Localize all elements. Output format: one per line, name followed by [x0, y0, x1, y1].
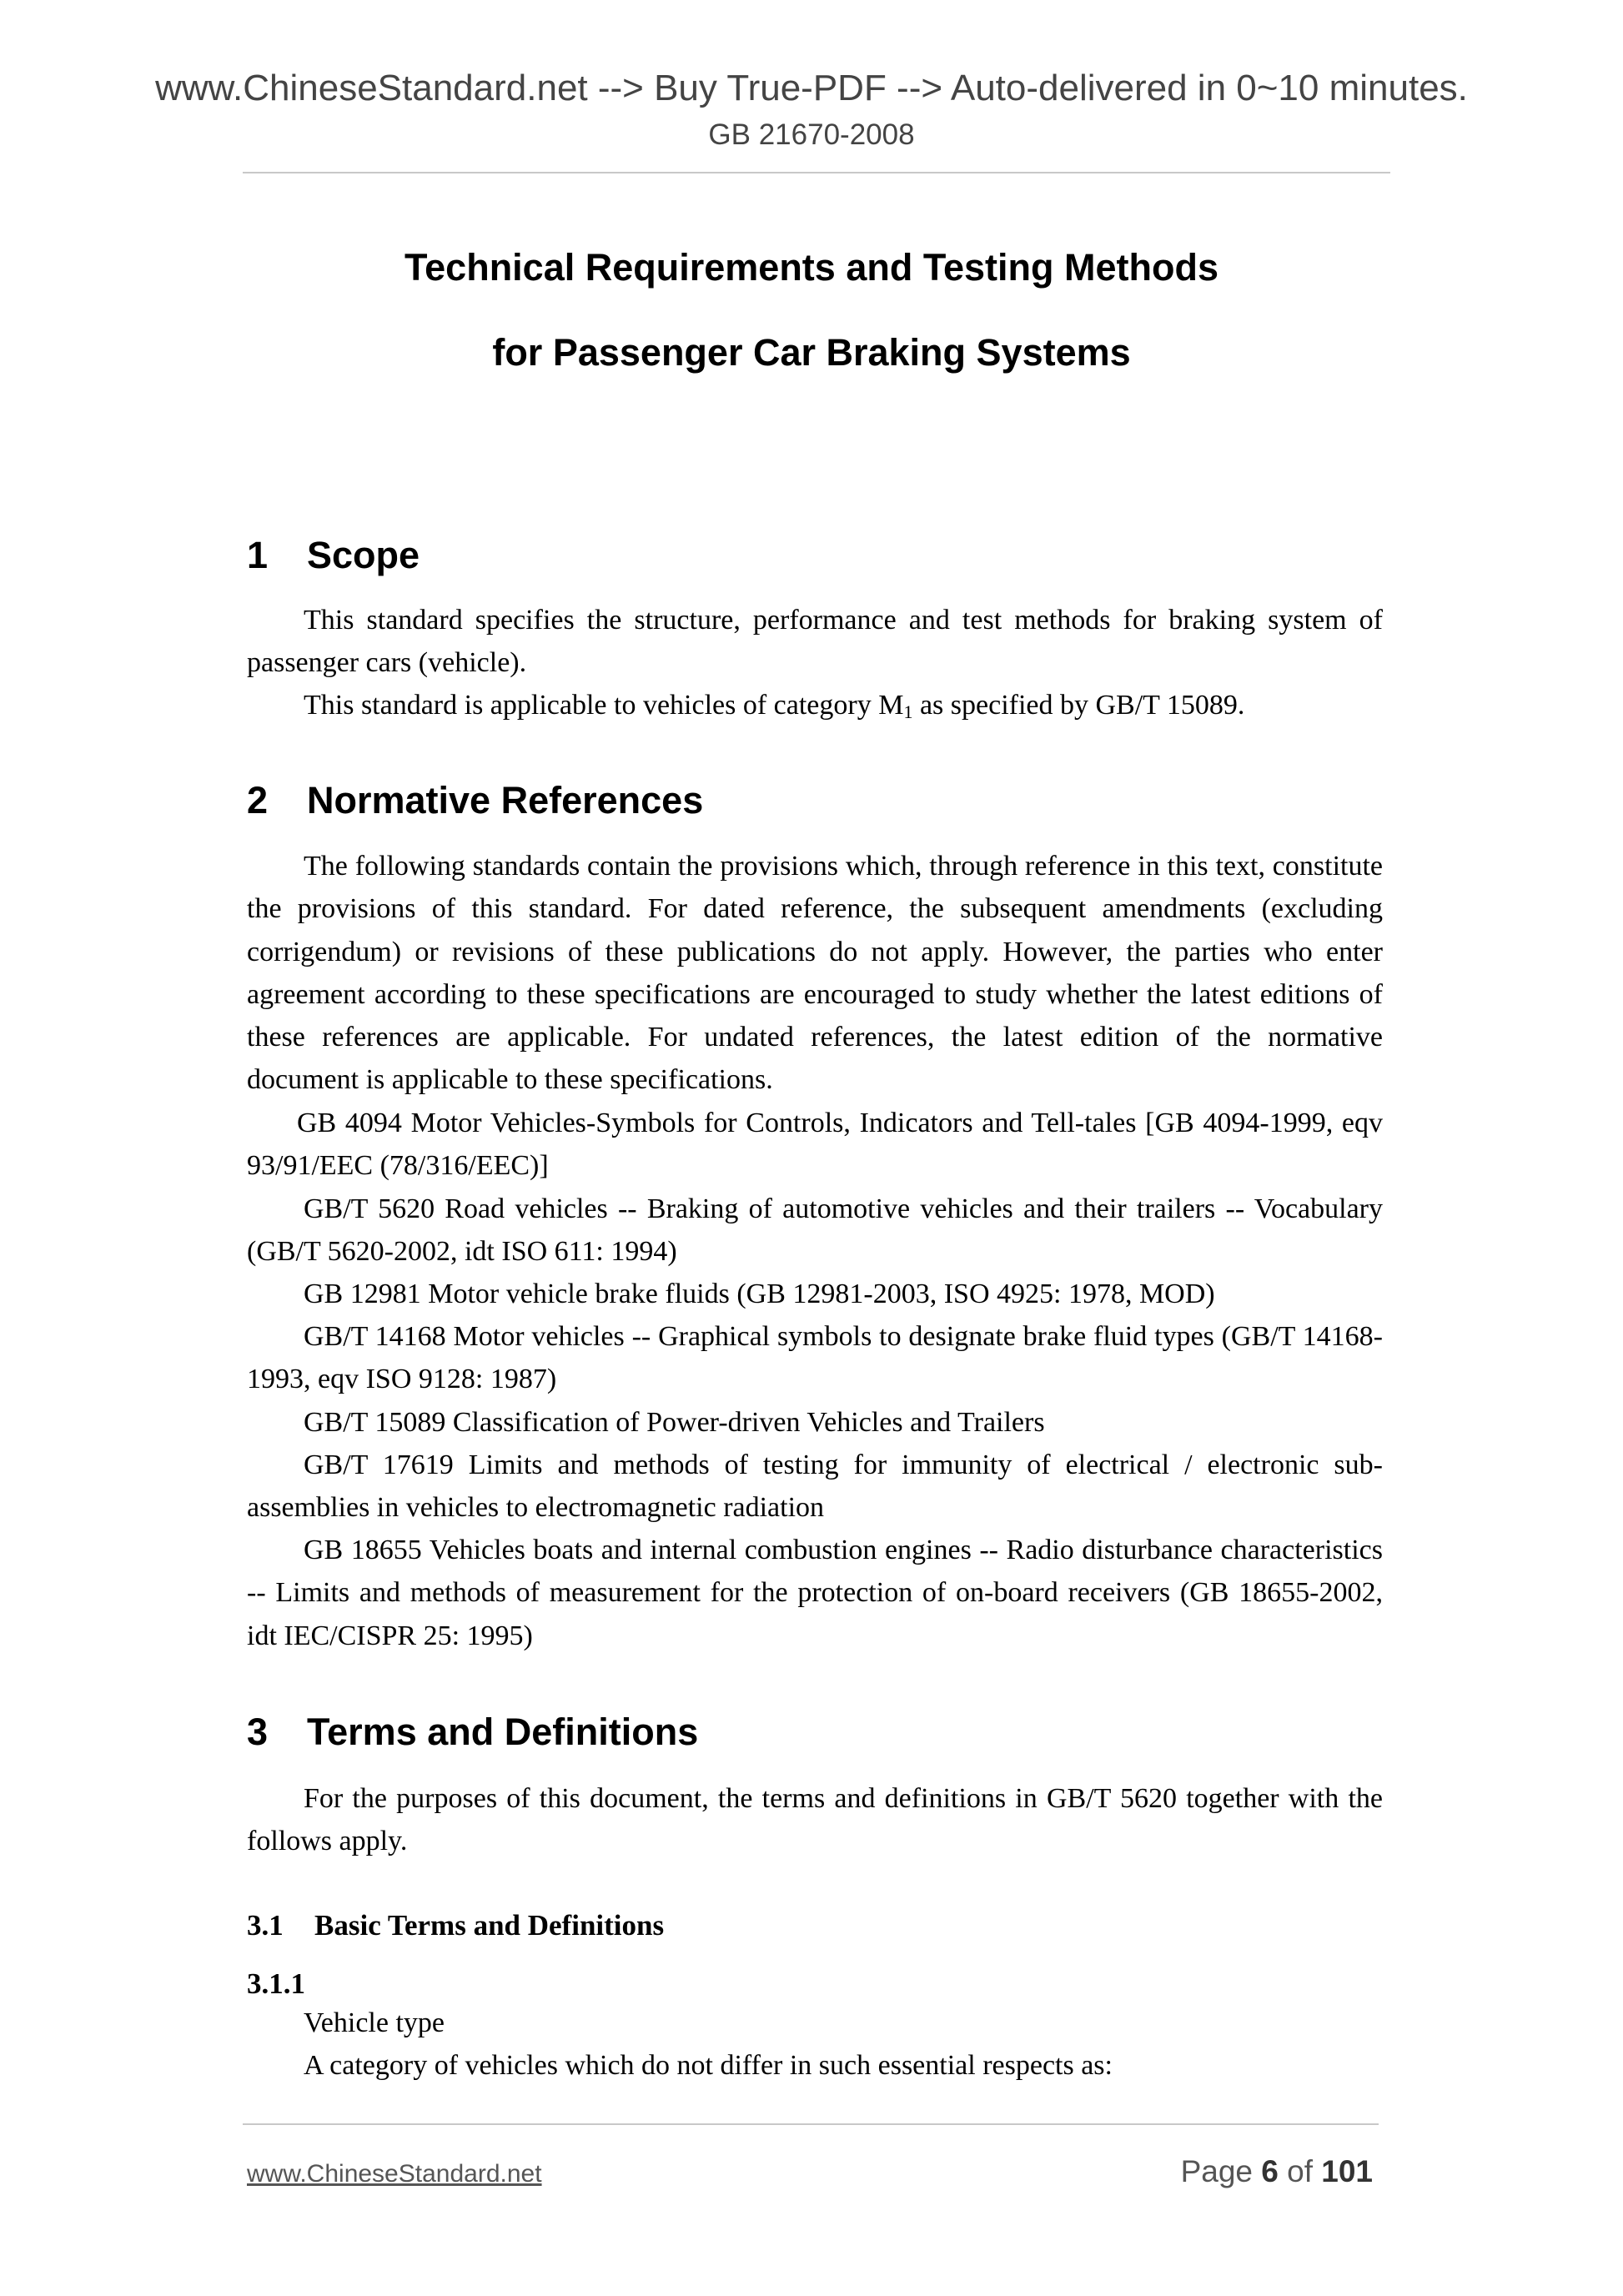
header-divider — [243, 172, 1390, 173]
footer-link[interactable]: www.ChineseStandard.net — [247, 2160, 542, 2188]
page-of: of — [1287, 2154, 1313, 2188]
reference-gb-4094: GB 4094 Motor Vehicles-Symbols for Controls, Indicators and Tell-tales [GB 4094-1999, eqv 93/91/EEC (78/316/EEC)] — [247, 1108, 1383, 1182]
reference-gbt-15089: GB/T 15089 Classification of Power-driven Vehicles and Trailers — [304, 1407, 1045, 1438]
footer-divider — [243, 2123, 1379, 2125]
subsection-number-3-1-1: 3.1.1 — [247, 1967, 305, 2000]
page-total: 101 — [1321, 2154, 1373, 2188]
scope-paragraph-1: This standard specifies the structure, performance and test methods for braking system of passenger cars (vehicle). — [247, 605, 1383, 679]
page-number — [1181, 2152, 1373, 2192]
subsection-number: 3.1 — [247, 1909, 284, 1942]
document-title-line2: for Passenger Car Braking Systems — [492, 331, 1131, 374]
page-label: Page — [1180, 2154, 1253, 2188]
section-number: 2 — [247, 779, 269, 821]
section-title: Scope — [307, 534, 420, 576]
reference-gbt-17619: GB/T 17619 Limits and methods of testing for immunity of electrical / electronic sub-assemblies in vehicles to electromagnetic radiation — [247, 1449, 1383, 1524]
reference-gbt-14168: GB/T 14168 Motor vehicles -- Graphical symbols to designate brake fluid types (GB/T 14168-1993, eqv ISO 9128: 1987) — [247, 1321, 1383, 1395]
term-name: Vehicle type — [304, 2007, 445, 2038]
subsection-heading-3-1 — [247, 1907, 664, 1945]
reference-gb-12981: GB 12981 Motor vehicle brake fluids (GB 12981-2003, ISO 4925: 1978, MOD) — [304, 1279, 1215, 1309]
section-heading-terms — [247, 1708, 698, 1756]
section-heading-normative-references — [247, 776, 703, 825]
scope-paragraph-2 — [247, 684, 1383, 726]
section-heading-scope — [247, 531, 420, 580]
document-title-line1: Technical Requirements and Testing Methods — [404, 246, 1219, 289]
header-link[interactable]: www.ChineseStandard.net --> Buy True-PDF --> Auto-delivered in 0~10 minutes. — [155, 68, 1468, 108]
term-definition: A category of vehicles which do not differ in such essential respects as: — [304, 2050, 1113, 2081]
section-number: 3 — [247, 1711, 269, 1753]
category-subscript: 1 — [903, 701, 913, 722]
scope-text-after: as specified by GB/T 15089. — [912, 690, 1245, 721]
standard-code: GB 21670-2008 — [708, 118, 915, 151]
normative-intro-paragraph: The following standards contain the provisions which, through reference in this text, constitute the provisions of this standard. For dated reference, the subsequent amendments (excluding corrigendum) or revisions of these publications do not apply. However, the parties who enter agreement according to these specifications are encouraged to study whether the latest editions of these references are applicable. For undated references, the latest edition of the normative document is applicable to these specifications. — [247, 851, 1383, 1096]
subsection-title: Basic Terms and Definitions — [314, 1909, 665, 1942]
terms-intro-paragraph: For the purposes of this document, the terms and definitions in GB/T 5620 together with the follows apply. — [247, 1783, 1383, 1857]
reference-gbt-5620: GB/T 5620 Road vehicles -- Braking of automotive vehicles and their trailers -- Vocabulary (GB/T 5620-2002, idt ISO 611: 1994) — [247, 1193, 1383, 1268]
scope-text-before: This standard is applicable to vehicles of category M — [304, 690, 904, 721]
section-title: Terms and Definitions — [307, 1711, 699, 1753]
section-number: 1 — [247, 534, 269, 576]
page-current: 6 — [1261, 2154, 1279, 2188]
section-title: Normative References — [307, 779, 704, 821]
reference-gb-18655: GB 18655 Vehicles boats and internal combustion engines -- Radio disturbance characteristics -- Limits and methods of measurement for the protection of on-board receivers (GB 18655-2002, idt IEC/CISPR 25: 1995) — [247, 1535, 1383, 1651]
